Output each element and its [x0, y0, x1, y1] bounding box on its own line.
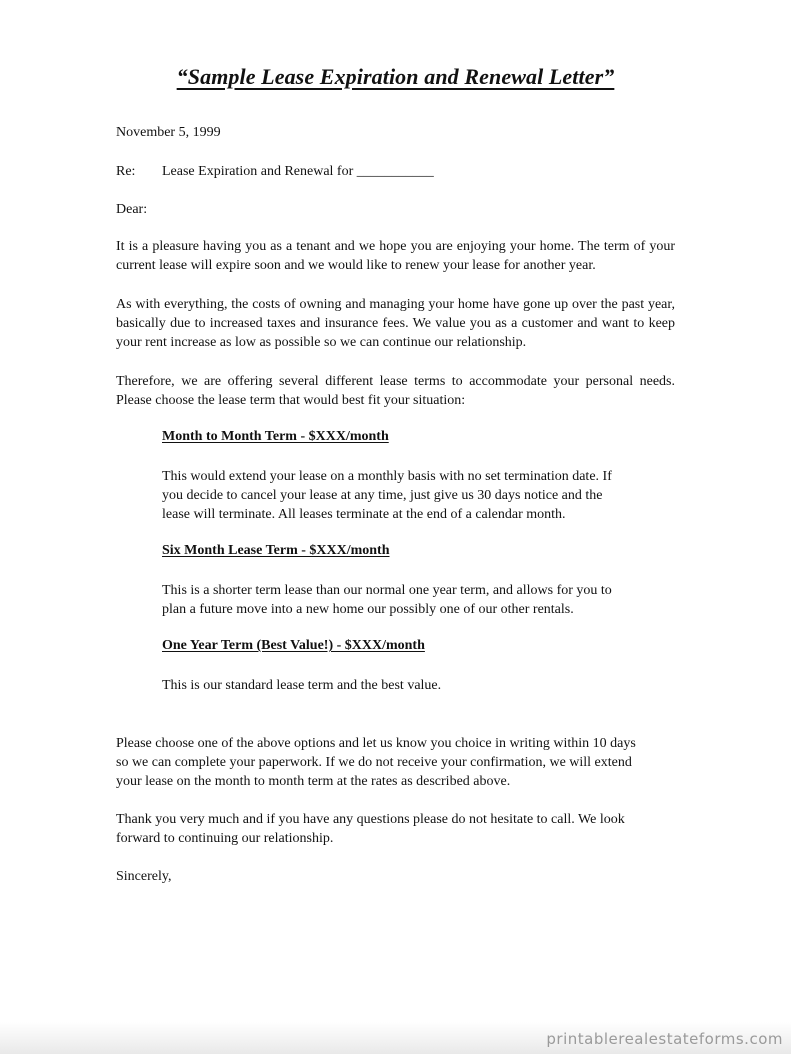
page-title [0, 64, 791, 90]
paragraph-therefore: Therefore, we are offering several different lease terms to accommodate your personal needs. Please choose the lease term that would best fit your situation: [116, 374, 675, 408]
paragraph-intro: It is a pleasure having you as a tenant and we hope you are enjoying your home. The term of your current lease will expire soon and we would like to renew your lease for another year. [116, 239, 675, 273]
re-subject: Lease Expiration and Renewal for ___________ [162, 164, 434, 179]
signoff: Sincerely, [116, 869, 172, 884]
option-heading-six-month: Six Month Lease Term - $XXX/month [162, 543, 390, 558]
option-body-six-month: This is a shorter term lease than our normal one year term, and allows for you to plan a future move into a new home our possibly one of our other rentals. [162, 583, 612, 617]
option-body-month-to-month: This would extend your lease on a monthly basis with no set termination date. If you decide to cancel your lease at any time, just give us 30 days notice and the lease will terminate. All leases terminate at the end of a calendar month. [162, 469, 612, 522]
salutation: Dear: [116, 202, 148, 217]
option-heading-one-year: One Year Term (Best Value!) - $XXX/month [162, 638, 425, 653]
option-heading-month-to-month: Month to Month Term - $XXX/month [162, 429, 389, 444]
option-body-one-year: This is our standard lease term and the best value. [162, 678, 442, 693]
re-label: Re: [116, 164, 136, 179]
title-text: “Sample Lease Expiration and Renewal Letter” [176, 64, 615, 89]
paragraph-thanks: Thank you very much and if you have any questions please do not hesitate to call. We look forward to continuing our relationship. [116, 812, 625, 846]
letter-date: November 5, 1999 [116, 125, 221, 140]
footer-watermark: printablerealestateforms.com [546, 1030, 783, 1048]
paragraph-costs: As with everything, the costs of owning and managing your home have gone up over the past year, basically due to increased taxes and insurance fees. We value you as a customer and want to keep your rent increase as low as possible so we can continue our relationship. [116, 297, 675, 350]
paragraph-choose: Please choose one of the above options and let us know you choice in writing within 10 days so we can complete your paperwork. If we do not receive your confirmation, we will extend your lease on the month to month term at the rates as described above. [116, 736, 636, 789]
